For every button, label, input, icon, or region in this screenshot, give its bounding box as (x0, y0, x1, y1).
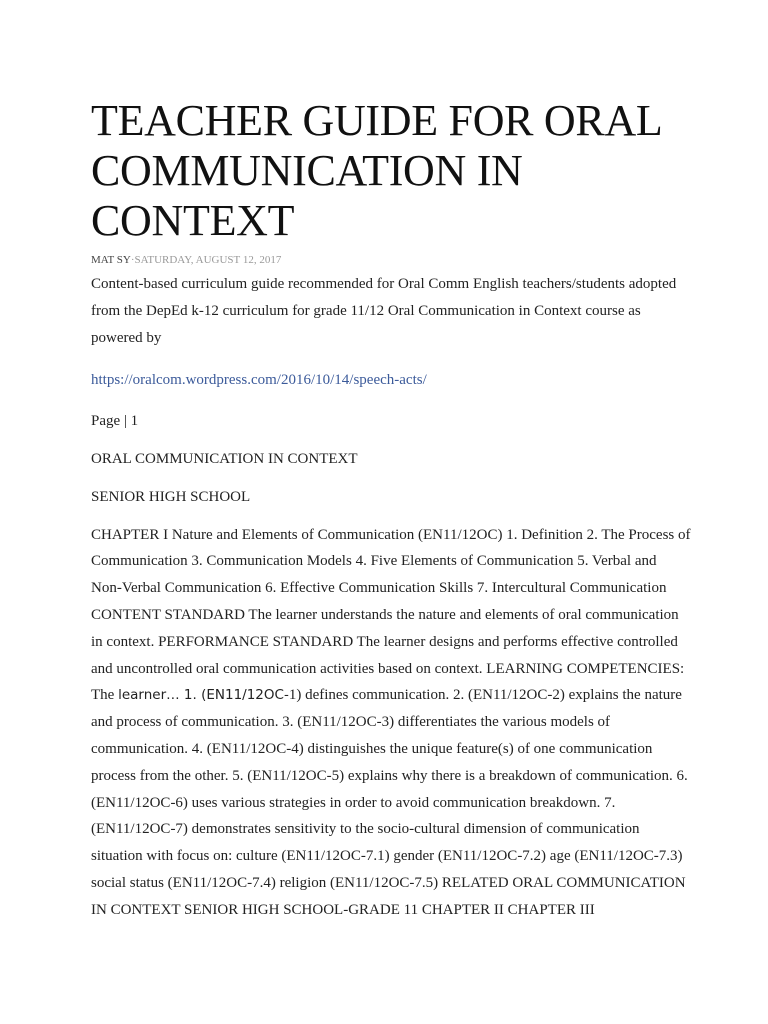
title-line-2: COMMUNICATION IN CONTEXT (91, 146, 523, 245)
author-link[interactable]: MAT SY (91, 254, 131, 266)
post-date: SATURDAY, AUGUST 12, 2017 (134, 254, 282, 266)
post-meta (91, 253, 691, 267)
section-heading-oral-communication: ORAL COMMUNICATION IN CONTEXT (91, 450, 358, 467)
chapter-text-2: learner… 1. (EN11/12OC- (118, 687, 289, 704)
intro-paragraph: Content-based curriculum guide recommended for Oral Comm English teachers/students adopted from the DepEd k-12 curriculum for grade 11/12 Oral Communication in Context course as powered by (91, 276, 677, 346)
chapter-paragraph (91, 522, 691, 924)
section-heading-senior-high: SENIOR HIGH SCHOOL (91, 488, 251, 505)
article-title (91, 96, 691, 246)
chapter-text-1: CHAPTER I Nature and Elements of Communication (EN11/12OC) 1. Definition 2. The Process of Communication 3. Communication Models 4. Five Elements of Communication 5. Verbal and Non-Verbal Communication 6. Effective Communication Skills 7. Intercultural Communication CONTENT STANDARD The learner understands the nature and elements of oral communication in context. PERFORMANCE STANDARD The learner designs and performs effective controlled and uncontrolled oral communication activities based on context. LEARNING COMPETENCIES: The (91, 526, 691, 704)
chapter-text-3: 1) defines communication. 2. (EN11/12OC-2) explains the nature and process of communication. 3. (EN11/12OC-3) differentiates the various models of communication. 4. (EN11/12OC-4) distinguishes the unique feature(s) of one communication process from the other. 5. (EN11/12OC-5) explains why there is a breakdown of communication. 6. (EN11/12OC-6) uses various strategies in order to avoid communication breakdown. 7. (EN11/12OC-7) demonstrates sensitivity to the socio-cultural dimension of communication situation with focus on: culture (EN11/12OC-7.1) gender (EN11/12OC-7.2) age (EN11/12OC-7.3) social status (EN11/12OC-7.4) religion (EN11/12OC-7.5) RELATED ORAL COMMUNICATION IN CONTEXT SENIOR HIGH SCHOOL-GRADE 11 CHAPTER II CHAPTER III (91, 687, 688, 918)
title-line-1: TEACHER GUIDE FOR ORAL (91, 96, 663, 145)
source-link[interactable]: https://oralcom.wordpress.com/2016/10/14/speech-acts/ (91, 372, 427, 389)
page-number: Page | 1 (91, 413, 139, 430)
article (91, 96, 691, 924)
meta-separator: · (130, 254, 135, 266)
